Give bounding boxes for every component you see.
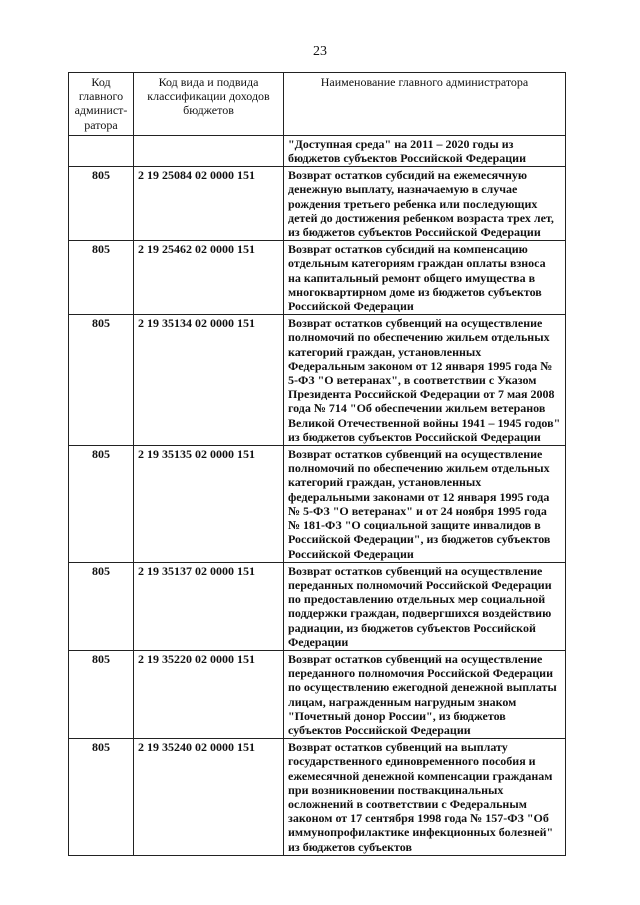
cell-kbk: 2 19 35134 02 0000 151 [134, 315, 284, 446]
table-row [69, 315, 566, 446]
cell-admin-code: 805 [69, 446, 134, 563]
cell-admin-code: 805 [69, 167, 134, 241]
table-row [69, 739, 566, 856]
cell-kbk: 2 19 35240 02 0000 151 [134, 739, 284, 856]
cell-name: Возврат остатков субвенций на осуществление переданного полномочия Российской Федерации по осуществлению ежегодной денежной выплаты лицам, награжденным нагрудным знаком "Почетный донор России", из бюджетов субъектов Российской Федерации [284, 650, 566, 738]
cell-kbk: 2 19 35220 02 0000 151 [134, 650, 284, 738]
cell-kbk: 2 19 35137 02 0000 151 [134, 562, 284, 650]
table-row-continuation [69, 135, 566, 166]
cell-kbk: 2 19 25462 02 0000 151 [134, 241, 284, 315]
page-number: 23 [313, 44, 327, 59]
cell-name: Возврат остатков субсидий на компенсацию отдельным категориям граждан оплаты взноса на капитальный ремонт общего имущества в многоквартирном доме из бюджетов субъектов Российской Федерации [284, 241, 566, 315]
cell-name: Возврат остатков субсидий на ежемесячную денежную выплату, назначаемую в случае рождения третьего ребенка или последующих детей до достижения ребенком возраста трех лет, из бюджетов субъектов Российской Федерации [284, 167, 566, 241]
cell-admin-code: 805 [69, 315, 134, 446]
cell-admin-code: 805 [69, 241, 134, 315]
cell-admin-code: 805 [69, 650, 134, 738]
cell-kbk: 2 19 35135 02 0000 151 [134, 446, 284, 563]
revenue-classification-table [68, 72, 566, 856]
cell-admin-code: 805 [69, 739, 134, 856]
cell-admin-code: 805 [69, 562, 134, 650]
cell-admin-code [69, 135, 134, 166]
table-row [69, 562, 566, 650]
cell-name: Возврат остатков субвенций на осуществление переданных полномочий Российской Федерации по предоставлению отдельных мер социальной поддержки граждан, подвергшихся воздействию радиации, из бюджетов субъектов Российской Федерации [284, 562, 566, 650]
cell-name: Возврат остатков субвенций на осуществление полномочий по обеспечению жильем отдельных категорий граждан, установленных федеральными законами от 12 января 1995 года № 5-ФЗ "О ветеранах" и от 24 ноября 1995 года № 181-ФЗ "О социальной защите инвалидов в Российской Федерации", из бюджетов субъектов Российской Федерации [284, 446, 566, 563]
table-row [69, 650, 566, 738]
cell-kbk: 2 19 25084 02 0000 151 [134, 167, 284, 241]
table-row [69, 167, 566, 241]
header-kbk: Код вида и подвида классификации доходов бюджетов [134, 73, 284, 136]
cell-kbk [134, 135, 284, 166]
cell-name: "Доступная среда" на 2011 – 2020 годы из бюджетов субъектов Российской Федерации [284, 135, 566, 166]
header-admin-code: Код главного админист-ратора [69, 73, 134, 136]
cell-name: Возврат остатков субвенций на выплату государственного единовременного пособия и ежемесячной денежной компенсации гражданам при возникновении поствакцинальных осложнений в соответствии с Федеральным законом от 17 сентября 1998 года № 157-ФЗ "Об иммунопрофилактике инфекционных болезней" из бюджетов субъектов [284, 739, 566, 856]
table-header-row [69, 73, 566, 136]
header-name: Наименование главного администратора [284, 73, 566, 136]
table-row [69, 446, 566, 563]
cell-name: Возврат остатков субвенций на осуществление полномочий по обеспечению жильем отдельных категорий граждан, установленных Федеральным законом от 12 января 1995 года № 5-ФЗ "О ветеранах", в соответствии с Указом Президента Российской Федерации от 7 мая 2008 года № 714 "Об обеспечении жильем ветеранов Великой Отечественной войны 1941 – 1945 годов" из бюджетов субъектов Российской Федерации [284, 315, 566, 446]
table-row [69, 241, 566, 315]
